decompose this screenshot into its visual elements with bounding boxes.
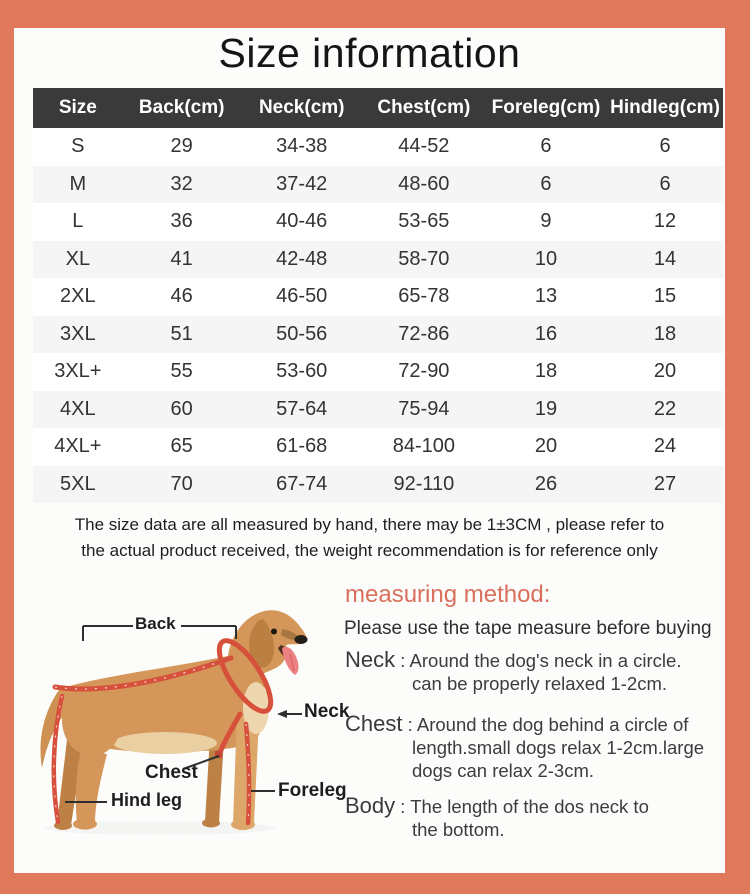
size-cell: 32 [123,166,241,204]
measuring-method-heading: measuring method: [345,581,551,608]
size-cell: 18 [485,353,607,391]
size-cell: S [33,128,123,166]
dog-belly [113,732,217,754]
note-line-1: The size data are all measured by hand, there may be 1±3CM , please refer to [74,515,665,534]
size-cell: 44-52 [363,128,485,166]
column-header: Hindleg(cm) [607,88,723,128]
dog-tongue [282,647,298,675]
size-cell: 29 [123,128,241,166]
neck-pointer-arrow [277,710,287,718]
measure-body-line2: the bottom. [412,819,505,840]
size-cell: 24 [607,428,723,466]
size-cell: 5XL [33,466,123,504]
size-table-wrap [33,88,723,503]
size-cell: 41 [123,241,241,279]
size-cell: 53-65 [363,203,485,241]
column-header: Size [33,88,123,128]
size-cell: XL [33,241,123,279]
size-cell: 20 [485,428,607,466]
size-cell: 50-56 [241,316,363,354]
size-cell: 4XL [33,391,123,429]
dog-nose [295,635,308,644]
measure-chest-text: Around the dog behind a circle of [416,714,689,735]
dog-label-back: Back [135,614,176,633]
size-cell: 53-60 [241,353,363,391]
dog-paw [202,819,220,828]
size-cell: 46-50 [241,278,363,316]
size-cell: 6 [607,128,723,166]
size-cell: 15 [607,278,723,316]
size-cell: 27 [607,466,723,504]
size-cell: 19 [485,391,607,429]
page-title: Size information [218,30,521,76]
size-cell: 36 [123,203,241,241]
size-table-body [33,128,723,503]
dog-illustration [35,592,350,877]
size-cell: 70 [123,466,241,504]
size-row [33,166,723,204]
size-cell: 26 [485,466,607,504]
size-cell: L [33,203,123,241]
size-cell: 72-90 [363,353,485,391]
size-cell: M [33,166,123,204]
dog-near-hind-leg [76,750,107,823]
size-cell: 57-64 [241,391,363,429]
size-cell: 48-60 [363,166,485,204]
size-cell: 75-94 [363,391,485,429]
size-cell: 37-42 [241,166,363,204]
measure-body-line1 [345,794,735,818]
size-cell: 46 [123,278,241,316]
dog-eye [271,629,277,635]
size-table [33,88,723,503]
size-cell: 67-74 [241,466,363,504]
column-header: Chest(cm) [363,88,485,128]
measure-neck-term: Neck [345,647,396,672]
measure-body-sep: : [395,796,411,817]
measure-item-body [345,794,735,841]
measure-neck-line2: can be properly relaxed 1-2cm. [412,673,668,694]
size-cell: 22 [607,391,723,429]
size-cell: 14 [607,241,723,279]
measure-chest-sep: : [402,714,417,735]
dog-label-hind-leg: Hind leg [111,790,182,810]
measure-neck-line1 [345,648,735,672]
size-cell: 10 [485,241,607,279]
size-row [33,353,723,391]
size-cell: 65 [123,428,241,466]
size-cell: 20 [607,353,723,391]
size-cell: 92-110 [363,466,485,504]
dog-paw [73,819,97,830]
size-cell: 72-86 [363,316,485,354]
size-cell: 34-38 [241,128,363,166]
size-cell: 58-70 [363,241,485,279]
measure-neck-text: Around the dog's neck in a circle. [409,650,682,671]
size-cell: 4XL+ [33,428,123,466]
size-cell: 9 [485,203,607,241]
dog-paw [231,819,255,830]
size-cell: 84-100 [363,428,485,466]
measure-body-term: Body [345,793,396,818]
column-header: Back(cm) [123,88,241,128]
dog-label-neck: Neck [304,701,350,722]
dog-hind-thigh [62,684,122,756]
dog-label-foreleg: Foreleg [278,780,347,801]
size-cell: 2XL [33,278,123,316]
size-row [33,428,723,466]
size-cell: 60 [123,391,241,429]
measure-chest-line1 [345,712,735,736]
measure-chest-term: Chest [345,711,403,736]
column-header: Foreleg(cm) [485,88,607,128]
note-line-2: the actual product received, the weight recommendation is for reference only [81,541,658,560]
measure-neck-sep: : [395,650,410,671]
size-cell: 12 [607,203,723,241]
size-cell: 6 [485,128,607,166]
size-cell: 6 [607,166,723,204]
column-header: Neck(cm) [241,88,363,128]
measure-body-text: The length of the dos neck to [410,796,649,817]
size-table-header [33,88,723,128]
measure-item-neck [345,648,735,695]
measure-chest-line3: dogs can relax 2-3cm. [412,760,595,781]
size-cell: 18 [607,316,723,354]
dog-label-chest: Chest [145,762,198,783]
size-cell: 61-68 [241,428,363,466]
size-cell: 65-78 [363,278,485,316]
size-cell: 3XL+ [33,353,123,391]
size-cell: 16 [485,316,607,354]
size-cell: 51 [123,316,241,354]
size-cell: 40-46 [241,203,363,241]
size-cell: 55 [123,353,241,391]
size-cell: 13 [485,278,607,316]
measurement-note [14,512,725,564]
size-row [33,241,723,279]
measuring-intro: Please use the tape measure before buying [344,618,712,639]
size-row [33,466,723,504]
size-cell: 3XL [33,316,123,354]
size-cell: 42-48 [241,241,363,279]
size-row [33,278,723,316]
size-row [33,128,723,166]
size-row [33,203,723,241]
size-cell: 6 [485,166,607,204]
measure-item-chest [345,712,735,782]
size-row [33,316,723,354]
size-row [33,391,723,429]
measure-chest-line2: length.small dogs relax 1-2cm.large [412,737,705,758]
